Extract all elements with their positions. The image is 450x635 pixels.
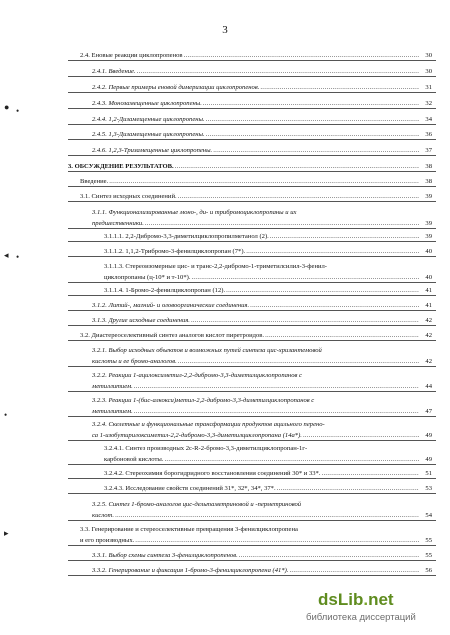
toc-entry-page: 49	[425, 456, 432, 463]
toc-entry-title: 2.4.2. Первые примеры еновой димеризации циклопропенов.	[92, 84, 260, 91]
toc-entry-title: 3.2.3. Реакции 1-(бис-алкокси)метил-2,2-дибромо-3,3-диметилциклопропанов с	[92, 397, 315, 404]
toc-entry-title: 3.2.2. Реакции 1-ацилоксиметил-2,2-дибромо-3,3-диметилциклопропанов с	[92, 372, 302, 379]
toc-entry	[92, 209, 432, 218]
toc-entry-title: кислоты и ее бромо-аналогов.	[92, 358, 177, 365]
row-separator	[68, 60, 436, 61]
watermark	[306, 590, 446, 626]
toc-entry-page: 41	[425, 302, 432, 309]
toc-entry-title: 3.3.1. Выбор схемы синтеза 3-фенилциклопропенов.	[92, 552, 238, 559]
toc-entry-page: 55	[425, 537, 432, 544]
toc-entry-title: 3.1. Синтез исходных соединений.	[80, 193, 177, 200]
toc-entry-title: 2.4.4. 1,2-Дизамещенные циклопропены.	[92, 116, 205, 123]
margin-mark: •	[16, 106, 20, 116]
margin-mark: ◂	[4, 250, 9, 260]
row-separator	[68, 108, 436, 109]
row-separator	[68, 201, 436, 202]
toc-entry-page: 49	[425, 432, 432, 439]
toc-entry	[92, 421, 432, 430]
toc-entry-title: 3.1.2. Литий-, магний- и оловоорганические соединения.	[92, 302, 250, 309]
toc-entry-page: 41	[425, 287, 432, 294]
toc-entry-page: 30	[425, 68, 432, 75]
watermark-subtitle: библиотека диссертаций	[306, 612, 416, 623]
margin-mark: •	[4, 410, 8, 420]
row-separator	[68, 391, 436, 392]
row-separator	[68, 545, 436, 546]
page-number: 3	[222, 24, 228, 36]
margin-mark: ▸	[4, 528, 9, 538]
toc-entry	[104, 263, 432, 272]
toc-entry	[92, 347, 432, 356]
toc-entry-page: 38	[425, 163, 432, 170]
row-separator	[68, 493, 436, 494]
row-separator	[68, 310, 436, 311]
toc-entry-title: 3. ОБСУЖДЕНИЕ РЕЗУЛЬТАТОВ.	[68, 163, 174, 170]
toc-entry-page: 47	[425, 408, 432, 415]
toc-entry-title: 3.1.1.1. 2,2-Дибромо-3,3-диметилциклопропилметанол (2).	[104, 233, 269, 240]
row-separator	[68, 139, 436, 140]
toc-entry-page: 54	[425, 512, 432, 519]
toc-entry-page: 39	[425, 220, 432, 227]
toc-entry-title: 3.2.4.1. Синтез производных 2с-R-2-бромо-3,3-диметилциклопропан-1г-	[104, 445, 308, 452]
row-separator	[68, 228, 436, 229]
toc-entry-title: 2.4. Еновые реакции циклопропенов	[80, 52, 183, 59]
toc-entry-page: 39	[425, 193, 432, 200]
toc-entry-page: 38	[425, 178, 432, 185]
toc-entry	[92, 397, 432, 406]
row-separator	[68, 340, 436, 341]
toc-entry-title: 2.4.5. 1,3-Дизамещенные циклопропены.	[92, 131, 205, 138]
toc-entry-page: 30	[425, 52, 432, 59]
toc-entry-page: 42	[425, 317, 432, 324]
margin-mark: •	[16, 252, 20, 262]
row-separator	[68, 416, 436, 417]
toc-entry-page: 56	[425, 567, 432, 574]
row-separator	[68, 186, 436, 187]
toc-entry-page: 31	[425, 84, 432, 91]
toc-entry-title: 3.2.4.2. Стереохимия борогидридного восстановления соединений 30* и 33*.	[104, 470, 321, 477]
row-separator	[68, 171, 436, 172]
toc-entry-title: 3.2. Диастереоселективный синтез аналогов кислот пиретроидов.	[80, 332, 265, 339]
toc-entry-page: 37	[425, 147, 432, 154]
toc-entry-title: 3.1.1.4. 1-Бромо-2-фенилциклопропан (12).	[104, 287, 226, 294]
row-separator	[68, 155, 436, 156]
row-separator	[68, 76, 436, 77]
row-separator	[68, 92, 436, 93]
toc-entry-title: 3.3.2. Генерирование и фиксация 1-бромо-3-фенилциклопропена (41*).	[92, 567, 289, 574]
row-separator	[68, 575, 436, 576]
toc-entry-title: и его производных.	[80, 537, 135, 544]
toc-entry-page: 42	[425, 358, 432, 365]
watermark-logo: dsLib.net	[318, 590, 394, 609]
row-separator	[68, 256, 436, 257]
toc-entry-title: 2.4.3. Монозамещенные циклопропены.	[92, 100, 202, 107]
toc-entry-page: 44	[425, 383, 432, 390]
toc-entry-page: 51	[425, 470, 432, 477]
toc-entry-page: 53	[425, 485, 432, 492]
toc-entry-title: 3.1.3. Другие исходные соединения.	[92, 317, 190, 324]
row-separator	[68, 560, 436, 561]
toc-entry-title: 3.1.1.2. 1,1,2-Трибромо-3-фенилциклопропан (7*).	[104, 248, 246, 255]
row-separator	[68, 295, 436, 296]
toc-entry	[80, 526, 432, 535]
toc-entry-title: 3.2.4.3. Исследование свойств соединений 31*, 32*, 34*, 37*.	[104, 485, 276, 492]
toc-entry	[104, 445, 432, 454]
toc-entry-title: Введение.	[80, 178, 109, 185]
toc-entry-title: метиллитием.	[92, 383, 133, 390]
toc-entry-page: 40	[425, 274, 432, 281]
row-separator	[68, 366, 436, 367]
row-separator	[68, 241, 436, 242]
row-separator	[68, 124, 436, 125]
toc-entry-page: 39	[425, 233, 432, 240]
toc-entry-title: 2.4.1. Введение.	[92, 68, 136, 75]
row-separator	[68, 440, 436, 441]
toc-entry-title: предшественники.	[92, 220, 144, 227]
toc-entry-title: метиллитием.	[92, 408, 133, 415]
toc-entry-title: циклопропаны (ц-10* и т-10*).	[104, 274, 191, 281]
toc-entry	[92, 501, 432, 510]
row-separator	[68, 464, 436, 465]
toc-entry-title: карбоновой кислоты.	[104, 456, 164, 463]
toc-entry	[92, 372, 432, 381]
row-separator	[68, 520, 436, 521]
toc-entry-title: 3.2.4. Скелетные и функциональные трансформации продуктов ацильного перено-	[92, 421, 325, 428]
toc-entry-title: 3.1.1.3. Стереоизомерные цис- и транс-2,2-дибромо-1-триметилсилил-3-фенил-	[104, 263, 327, 270]
toc-entry-page: 40	[425, 248, 432, 255]
toc-entry-title: 3.2.5. Синтез 1-бромо-аналогов цис-дельтаметриновой и -перметриновой	[92, 501, 302, 508]
toc-entry-title: 2.4.6. 1,2,3-Тризамещенные циклопропены.	[92, 147, 213, 154]
toc-entry-page: 42	[425, 332, 432, 339]
row-separator	[68, 478, 436, 479]
toc-entry-page: 32	[425, 100, 432, 107]
margin-mark: ●	[4, 102, 10, 112]
toc-entry-page: 55	[425, 552, 432, 559]
toc-entry-title: 3.2.1. Выбор исходных объектов и возможных путей синтеза цис-хризантемовой	[92, 347, 322, 354]
toc-entry-page: 34	[425, 116, 432, 123]
toc-entry-page: 36	[425, 131, 432, 138]
row-separator	[68, 325, 436, 326]
toc-entry-title: 3.3. Генерирование и стереоселективные превращения 3-фенилциклопропена	[80, 526, 298, 533]
toc-entry-title: са 1-изобутирилоксиметил-2,2-дибромо-3,3-диметилциклопропана (14а*).	[92, 432, 302, 439]
toc-entry-title: 3.1.1. Функционализированные моно-, ди- и трибромоциклопропаны и их	[92, 209, 297, 216]
toc-entry-title: кислот.	[92, 512, 115, 519]
row-separator	[68, 282, 436, 283]
